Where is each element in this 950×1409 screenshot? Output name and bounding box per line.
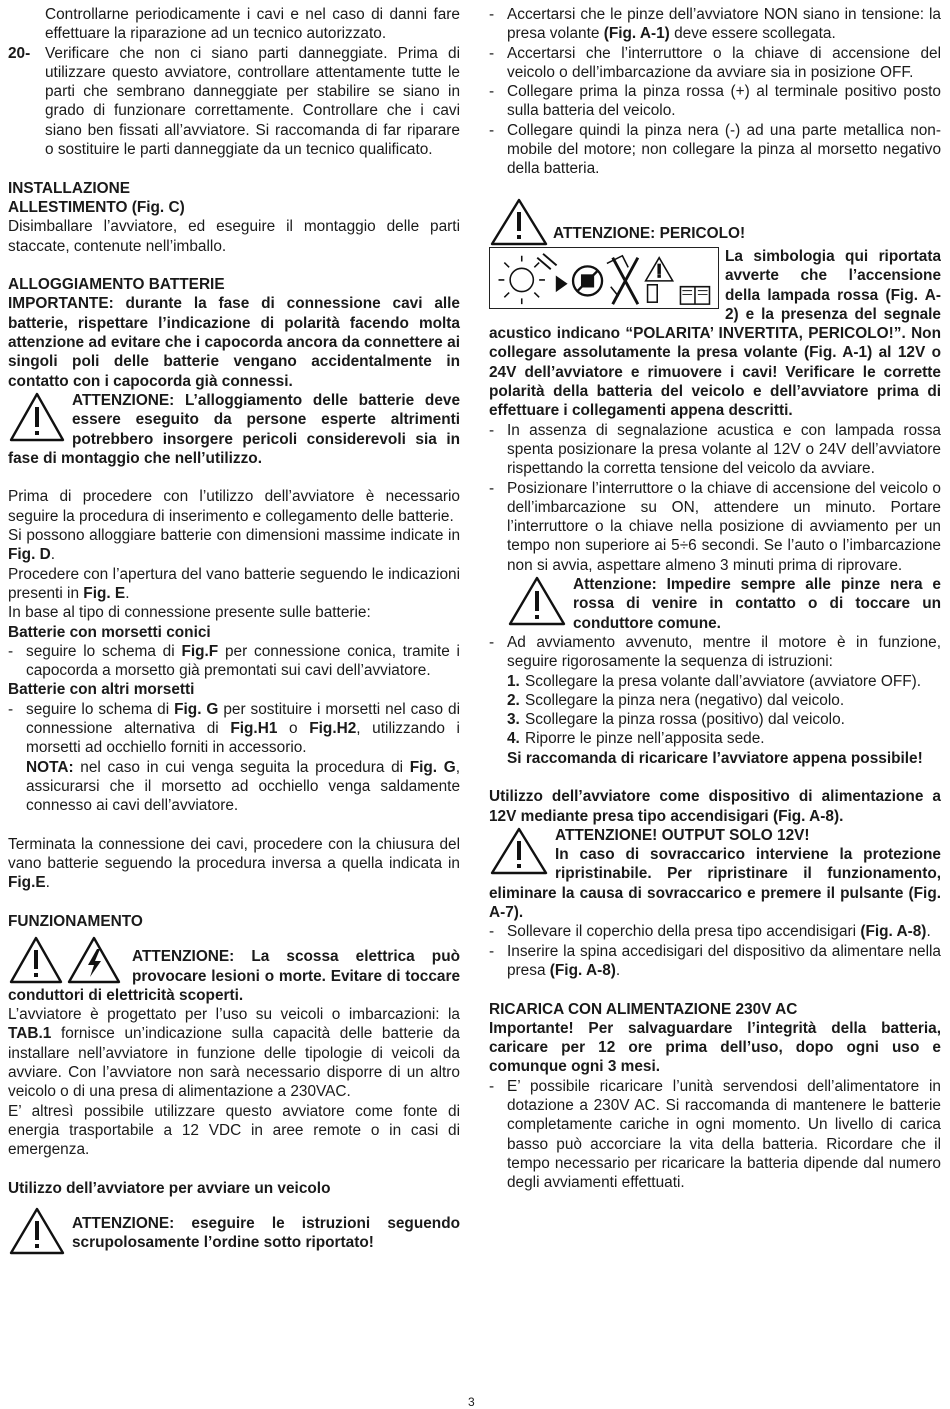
step-text: Scollegare la pinza rossa (positivo) dal veicolo. [525, 711, 845, 729]
warning-box [489, 575, 941, 633]
polarity-symbols-icon [489, 247, 719, 309]
dash-marker: - [489, 121, 495, 139]
paragraph [8, 565, 460, 604]
page-number: 3 [468, 1395, 475, 1409]
item-19-continuation: Controllarne periodicamente i cavi e nel caso di danni fare effettuare la riparazione ad un tecnico autorizzato. [45, 6, 460, 43]
subheading-altri: Batterie con altri morsetti [8, 681, 195, 699]
text: Si possono alloggiare batterie con dimensioni massime indicate in [8, 527, 460, 545]
text: L’avviatore è progettato per l’uso su veicoli o imbarcazioni: la [8, 1006, 460, 1024]
item-text [26, 700, 460, 816]
figure-ref: Fig.H2 [309, 719, 357, 737]
list-item [489, 82, 941, 121]
warning-box [8, 935, 460, 1005]
warning-box [489, 826, 941, 922]
text: fornisce un’indicazione sulla capacità delle batterie da installare nell’avviatore in funzione delle tipologie di veicoli da avviare. Con l’avviatore non sarà necessario disporre di un altro veicolo o di una presa di alimentazione a 230VAC. [8, 1025, 460, 1101]
figure-ref: Fig.H1 [230, 719, 278, 737]
text: , assicurarsi che il morsetto ad occhiello venga saldamente connesso ai cavi dell’avviatore. [26, 758, 460, 815]
dash-marker: - [489, 44, 495, 62]
warning-box [8, 1206, 460, 1256]
step-text: Scollegare la presa volante dall’avviatore (avviatore OFF). [525, 672, 922, 690]
step-number: 2. [507, 691, 520, 709]
list-item [489, 1077, 941, 1193]
list-item [489, 479, 941, 575]
dash-marker: - [489, 6, 495, 23]
dash-marker: - [489, 421, 495, 439]
section-heading-alloggiamento: ALLOGGIAMENTO BATTERIE [8, 276, 225, 294]
step-text: Scollegare la pinza nera (negativo) dal veicolo. [525, 691, 845, 709]
right-column [489, 5, 941, 1193]
dash-marker: - [8, 642, 14, 660]
step-item [507, 672, 941, 691]
list-item [489, 44, 941, 83]
text: o [277, 719, 310, 737]
note-label: NOTA: [26, 758, 74, 776]
paragraph: Prima di procedere con l’utilizzo dell’avviatore è necessario seguire la procedura di inserimento e collegamento delle batterie. [8, 488, 460, 525]
warning-text: ATTENZIONE: eseguire le istruzioni seguendo scrupolosamente l’ordine sotto riportato! [72, 1215, 460, 1252]
item-number: 20- [8, 44, 31, 62]
list-item-20 [8, 44, 460, 160]
item-text: In assenza di segnalazione acustica e con lampada rossa spenta posizionare la presa volante al 12V o 24V dell’avviatore rispettando la corretta tensione del veicolo da avviare. [507, 421, 941, 478]
item-text: Collegare prima la pinza rossa (+) al terminale positivo posto sulla batteria del veicolo. [507, 83, 941, 120]
list-item [489, 942, 941, 981]
text: Procedere con l’apertura del vano batterie seguendo le indicazioni presenti in [8, 565, 460, 602]
danger-text: La simbologia qui riportata avverte che l’accensione della lampada rossa (Fig. A-2) e la presenza del segnale acustico indicano “POLARITA’ INVERTITA, PERICOLO!”. Non collegare assolutamente la presa volante (Fig. A-1) al 12V o 24V dell’avviatore e rimuovere i cavi! Verificare le corrette polarità della batteria del veicolo e dell’avviatore prima di effettuare i collegamenti appena descritti. [489, 247, 941, 420]
dash-marker: - [489, 942, 495, 960]
step-item [507, 729, 941, 748]
left-column [8, 5, 460, 1256]
section-heading-funzionamento: FUNZIONAMENTO [8, 912, 143, 930]
section-heading-allestimento: ALLESTIMENTO (Fig. C) [8, 198, 185, 216]
paragraph [8, 835, 460, 893]
dash-marker: - [489, 1077, 495, 1095]
text: . [45, 874, 50, 892]
figure-ref: (Fig. A-8) [549, 961, 616, 979]
step-number: 4. [507, 730, 520, 748]
item-text: Ad avviamento avvenuto, mentre il motore è in funzione, seguire rigorosamente la sequenza di istruzioni: [507, 633, 941, 671]
danger-heading-row [489, 198, 941, 246]
warning-box [8, 391, 460, 468]
text: . [615, 961, 621, 979]
dash-marker: - [489, 479, 495, 497]
danger-block [489, 247, 941, 421]
item-text: Posizionare l’interruttore o la chiave di accensione del veicolo o dell’imbarcazione su ON, attendere un minuto. Portare l’interruttore o la chiave nella posizione di avviamento per un tempo non superiore ai 5÷6 secondi. Se l’auto o l’imbarcazione non si avvia, aspettare almeno 3 minuti prima di riprovare. [507, 479, 941, 574]
figure-ref: Fig. E [83, 584, 126, 602]
step-number: 3. [507, 711, 520, 729]
paragraph: Disimballare l’avviatore, ed eseguire il montaggio delle parti staccate, contenute nell’imballo. [8, 218, 460, 255]
step-item [507, 691, 941, 710]
item-text [26, 642, 460, 681]
step-text: Riporre le pinze nell’apposita sede. [525, 730, 765, 748]
list-item [8, 700, 460, 816]
subheading-conici: Batterie con morsetti conici [8, 623, 211, 641]
item-text [507, 922, 941, 941]
warning-heading: ATTENZIONE! OUTPUT SOLO 12V! [555, 826, 810, 844]
text: Inserire la spina accedisigari del dispositivo da alimentare nella presa [507, 942, 941, 979]
item-text: Verificare che non ci siano parti danneggiate. Prima di utilizzare questo avviatore, controllare attentamente tutte le parti che sembrano danneggiate per stabilire se siano in grado di funzionare correttamente. Controllare che i cavi siano ben fissati all’avviatore. Si raccomanda di far riparare o sostituire le parti danneggiate da un tecnico qualificato. [45, 44, 460, 159]
text: , utilizzando i morsetti ad occhiello forniti in accessorio. [26, 719, 460, 757]
item-text [507, 5, 941, 44]
list-item [489, 633, 941, 672]
subheading-accendisigari: Utilizzo dell’avviatore come dispositivo di alimentazione a 12V mediante presa tipo accendisigari (Fig. A-8). [489, 788, 941, 825]
figure-ref: (Fig. A-8) [860, 923, 927, 941]
figure-ref: (Fig. A-1) [603, 25, 670, 43]
text: per connessione conica, tramite i capocorda a morsetto già premontati sui cavi dell’avviatore. [26, 642, 460, 680]
important-note: Importante! Per salvaguardare l’integrità della batteria, caricare per 12 ore prima dell’uso, dopo ogni uso e comunque ogni 3 mesi. [489, 1019, 941, 1076]
text: . [50, 546, 56, 564]
text: Accertarsi che le pinze dell’avviatore NON siano in tensione: la presa volante [507, 6, 941, 43]
subheading-utilizzo: Utilizzo dell’avviatore per avviare un veicolo [8, 1179, 331, 1197]
table-ref: TAB.1 [8, 1025, 52, 1043]
item-text: E’ possibile ricaricare l’unità servendosi dell’alimentatore in dotazione a 230V AC. Si raccomanda di mantenere le batterie completamente cariche in ogni momento. Un livello di carica basso può accorciare la vita della batteria. Ricordare che il tempo necessario per ricaricare la batteria dipende dal numero degli avviamenti effettuati. [507, 1077, 941, 1192]
warning-triangle-icon [489, 198, 549, 246]
paragraph: E’ altresì possibile utilizzare questo avviatore come fonte di energia trasportabile a 12 VDC in aree remote o in casi di emergenza. [8, 1102, 460, 1159]
item-text: Accertarsi che l’interruttore o la chiave di accensione del veicolo o dell’imbarcazione da avviare sia in posizione OFF. [507, 44, 941, 81]
danger-heading: ATTENZIONE: PERICOLO! [553, 224, 746, 242]
dash-marker: - [489, 633, 495, 651]
section-heading-ricarica: RICARICA CON ALIMENTAZIONE 230V AC [489, 1000, 798, 1018]
text: Terminata la connessione dei cavi, procedere con la chiusura del vano batterie seguendo la procedura inversa a quella indicata in [8, 835, 460, 873]
figure-ref: Fig. G [409, 758, 456, 776]
figure-ref: Fig.F [181, 642, 219, 660]
warning-triangle-icon [8, 391, 66, 443]
dash-marker: - [8, 700, 14, 718]
warning-text: Attenzione: Impedire sempre alle pinze nera e rossa di venire in contatto o di toccare un conduttore comune. [573, 576, 941, 632]
text: Sollevare il coperchio della presa tipo accendisigari [507, 923, 861, 941]
list-item [489, 421, 941, 479]
step-item [507, 710, 941, 729]
step-number: 1. [507, 672, 520, 690]
list-item [489, 5, 941, 44]
list-item [489, 121, 941, 179]
text: deve essere scollegata. [669, 25, 836, 43]
item-text [507, 942, 941, 981]
text: . [926, 923, 931, 941]
warning-triangle-icon [507, 575, 567, 627]
text: seguire lo schema di [26, 642, 182, 660]
paragraph: In base al tipo di connessione presente sulle batterie: [8, 604, 371, 622]
text: nel caso in cui venga seguita la procedura di [73, 758, 410, 776]
warning-text: ATTENZIONE: L’alloggiamento delle batterie deve essere eseguito da persone esperte altrimenti potrebbero insorgere pericoli considerevoli sia in fase di montaggio che nell’utilizzo. [8, 391, 460, 467]
warning-triangle-icon [489, 826, 549, 876]
warning-text: ATTENZIONE: La scossa elettrica può provocare lesioni o morte. Evitare di toccare conduttori di elettricità scoperti. [8, 948, 460, 1004]
text: per sostituire i morsetti nel caso di connessione alternativa di [26, 700, 460, 737]
item-text: Collegare quindi la pinza nera (-) ad una parte metallica non-mobile del motore; non collegare la pinza al morsetto negativo della batteria. [507, 121, 941, 178]
figure-ref: Fig. D [8, 546, 51, 564]
important-note: IMPORTANTE: durante la fase di connessione cavi alle batterie, rispettare l’indicazione di polarità facendo molta attenzione ad evitare che i capocorda ancora da connettere ai singoli poli delle batterie vengano accidentalmente in contatto con i capocorda già connessi. [8, 295, 460, 390]
dash-marker: - [489, 923, 495, 941]
electric-shock-icon [8, 935, 126, 985]
warning-triangle-icon [8, 1206, 66, 1256]
recharge-reminder: Si raccomanda di ricaricare l’avviatore appena possibile! [507, 749, 923, 767]
steps-list [489, 672, 941, 768]
text: seguire lo schema di [26, 700, 175, 718]
figure-ref: Fig.E [8, 874, 46, 892]
paragraph [8, 526, 460, 565]
paragraph [8, 1005, 460, 1101]
list-item [8, 642, 460, 681]
section-heading-installazione: INSTALLAZIONE [8, 179, 130, 197]
dash-marker: - [489, 83, 495, 101]
figure-ref: Fig. G [174, 700, 219, 718]
warning-text: In caso di sovraccarico interviene la protezione ripristinabile. Per ripristinare il funzionamento, eliminare la causa di sovraccarico e premere il pulsante (Fig. A-7). [489, 846, 941, 922]
list-item [489, 922, 941, 941]
text: . [125, 584, 130, 602]
